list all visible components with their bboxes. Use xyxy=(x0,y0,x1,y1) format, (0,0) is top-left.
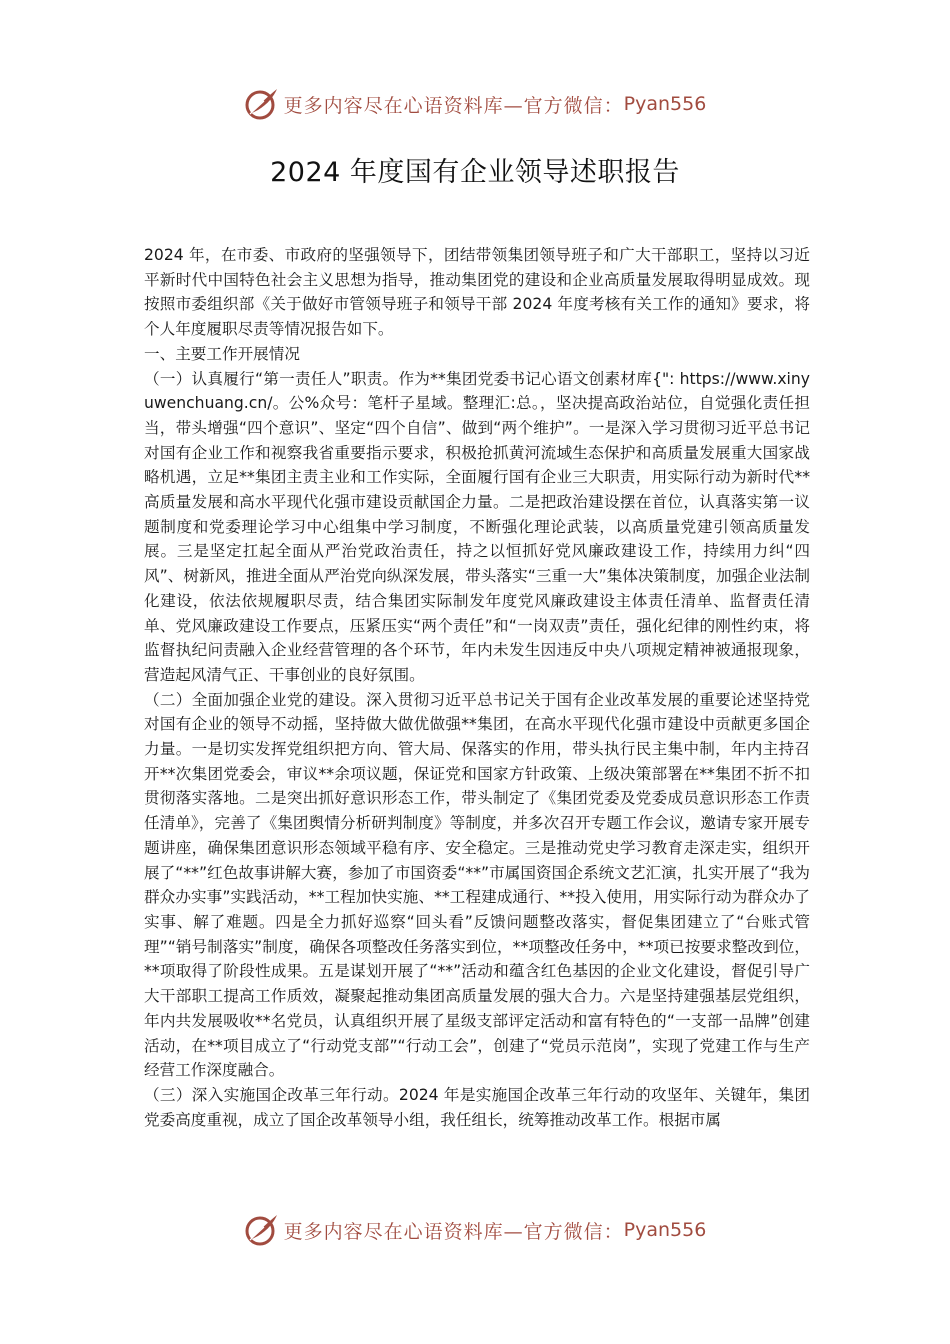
feather-pen-logo-icon xyxy=(244,86,280,122)
section-heading: 一、主要工作开展情况 xyxy=(144,344,300,363)
banner-wechat-id: Pyan556 xyxy=(623,1219,707,1241)
document-title: 2024 年度国有企业领导述职报告 xyxy=(270,157,680,188)
body-paragraph: （一）认真履行“第一责任人”职责。作为**集团党委书记心语文创素材库{": https://www.xinyuwenchuang.cn/。公%众号：笔杆子星域。整理汇:总。，坚决提高政治站位，自觉强化责任担当，带头增强“四个意识”、坚定“四个自信”、做到“两个维护”。一是深入学习贯彻习近平总书记对国有企业工作和视察我省重要指示要求，积极抢抓黄河流域生态保护和高质量发展重大国家战略机遇，立足**集团主责主业和工作实际，全面履行国有企业三大职责，用实际行动为新时代**高质量发展和高水平现代化强市建设贡献国企力量。二是把政治建设摆在首位，认真落实第一议题制度和党委理论学习中心组集中学习制度，不断强化理论武装，以高质量党建引领高质量发展。三是坚定扛起全面从严治党政治责任，持之以恒抓好党风廉政建设工作，持续用力纠“四风”、树新风，推进全面从严治党向纵深发展，带头落实“三重一大”集体决策制度，加强企业法制化建设，依法依规履职尽责，结合集团实际制发年度党风廉政建设主体责任清单、监督责任清单、党风廉政建设工作要点，压紧压实“两个责任”和“一岗双责”责任，强化纪律的刚性约束，将监督执纪问责融入企业经营管理的各个环节，年内未发生因违反中央八项规定精神被通报现象，营造起风清气正、干事创业的良好氛围。 xyxy=(144,369,810,684)
feather-pen-logo-icon xyxy=(244,1212,280,1248)
body-paragraph: （三）深入实施国企改革三年行动。2024 年是实施国企改革三年行动的攻坚年、关键年，集团党委高度重视，成立了国企改革领导小组，我任组长，统筹推动改革工作。根据市属 xyxy=(144,1085,810,1129)
banner-wechat-id: Pyan556 xyxy=(623,93,707,115)
banner-text: 更多内容尽在心语资料库—官方微信： xyxy=(283,1220,624,1243)
intro-paragraph: 2024 年，在市委、市政府的坚强领导下，团结带领集团领导班子和广大干部职工，坚持以习近平新时代中国特色社会主义思想为指导，推动集团党的建设和企业高质量发展取得明显成效。现按照市委组织部《关于做好市管领导班子和领导干部 2024 年度考核有关工作的通知》要求，将个人年度履职尽责等情况报告如下。 xyxy=(144,246,810,339)
footer-watermark-banner xyxy=(0,1208,950,1252)
body-paragraph: （二）全面加强企业党的建设。深入贯彻习近平总书记关于国有企业改革发展的重要论述坚持党对国有企业的领导不动摇，坚持做大做优做强**集团，在高水平现代化强市建设中贡献更多国企力量。一是切实发挥党组织把方向、管大局、保落实的作用，带头执行民主集中制，年内主持召开**次集团党委会，审议**余项议题，保证党和国家方针政策、上级决策部署在**集团不折不扣贯彻落实落地。二是突出抓好意识形态工作，带头制定了《集团党委及党委成员意识形态工作责任清单》，完善了《集团舆情分析研判制度》等制度，并多次召开专题工作会议，邀请专家开展专题讲座，确保集团意识形态领域平稳有序、安全稳定。三是推动党史学习教育走深走实，组织开展了“**”红色故事讲解大赛，参加了市国资委“**”市属国资国企系统文艺汇演，扎实开展了“我为群众办实事”实践活动，**工程加快实施、**工程建成通行、**投入使用，用实际行动为群众办了实事、解了难题。四是全力抓好巡察“回头看”反馈问题整改落实，督促集团建立了“台账式管理”“销号制落实”制度，确保各项整改任务落实到位，**项整改任务中，**项已按要求整改到位，**项取得了阶段性成果。五是谋划开展了“**”活动和蕴含红色基因的企业文化建设，督促引导广大干部职工提高工作质效，凝聚起推动集团高质量发展的强大合力。六是坚持建强基层党组织，年内共发展吸收**名党员，认真组织开展了星级支部评定活动和富有特色的“一支部一品牌”创建活动，在**项目成立了“行动党支部”“行动工会”，创建了“党员示范岗”，实现了党建工作与生产经营工作深度融合。 xyxy=(144,690,810,1080)
document-body xyxy=(144,243,810,1132)
header-watermark-banner xyxy=(0,82,950,126)
banner-text: 更多内容尽在心语资料库—官方微信： xyxy=(283,94,624,117)
